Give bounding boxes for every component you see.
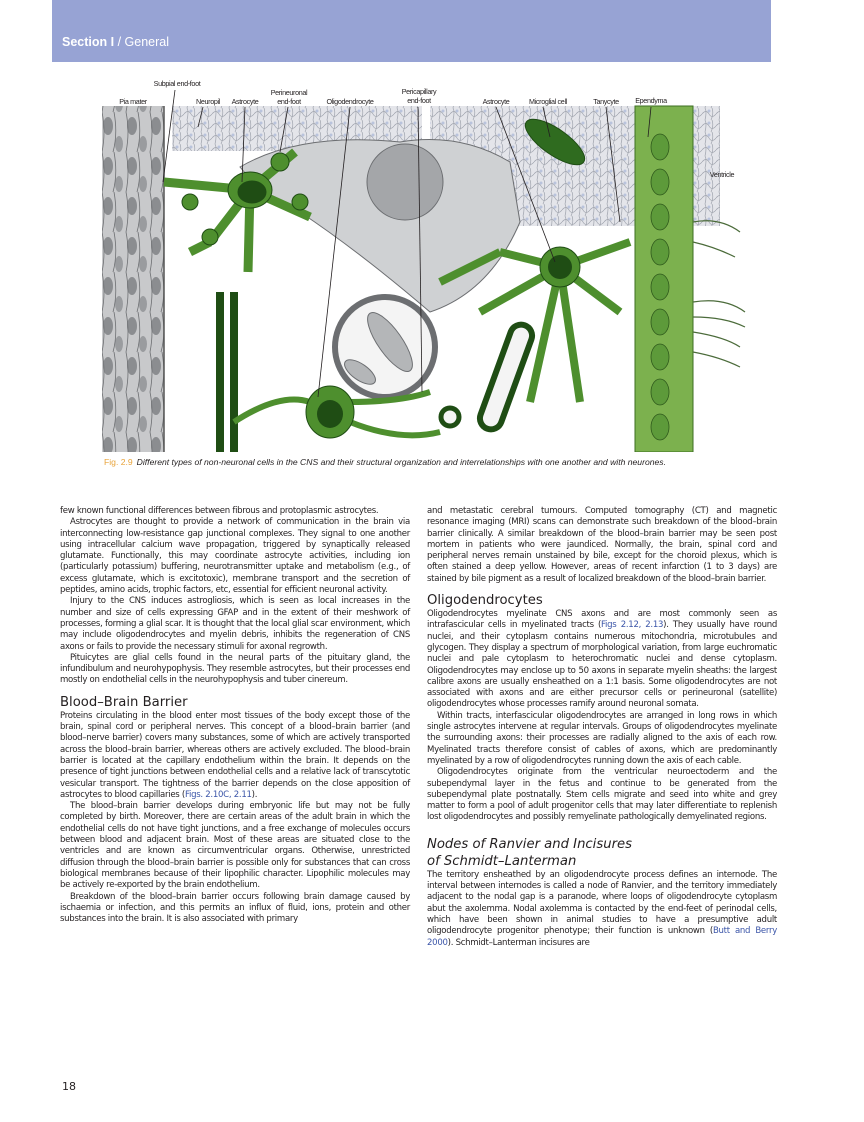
heading-line: Nodes of Ranvier and Incisures xyxy=(427,836,632,852)
section-breadcrumb xyxy=(62,35,169,49)
label-perineuronal-line2: end-foot xyxy=(277,96,301,106)
label-perineuronal-end-foot xyxy=(265,89,313,106)
heading-oligodendrocytes: Oligodendrocytes xyxy=(427,593,543,609)
section-title: General xyxy=(124,35,169,49)
paragraph: Oligodendrocytes originate from the ventricular neuroectoderm and the subependymal layer in the fetus and continue to be generated from the subependymal plate postnatally. Stem cells migrate and seed into white and grey matter to form a pool of adult progenitor cells that may later differentiate to replenish lost oligodendrocytes and possibly remyelinate pathologically demyelinated regions. xyxy=(427,767,777,823)
heading-blood-brain-barrier: Blood–Brain Barrier xyxy=(60,694,188,710)
glial-cells-diagram xyxy=(100,72,760,452)
section-number: Section I xyxy=(62,35,115,49)
label-astrocyte-left: Astrocyte xyxy=(231,97,259,106)
paragraph-text: Oligodendrocytes myelinate CNS axons and are most commonly seen as intrafascicular cells in myelinated tracts ( xyxy=(427,609,777,631)
figure-caption-text: Different types of non-neuronal cells in the CNS and their structural organization and interrelationships with one another and with neurones. xyxy=(136,457,666,467)
section-header-bar xyxy=(52,0,771,62)
label-perineuronal-line1: Perineuronal xyxy=(270,88,308,97)
figure-caption xyxy=(104,457,666,467)
label-pericapillary-end-foot xyxy=(393,88,445,105)
paragraph: Astrocytes are thought to provide a network of communication in the brain via interconnecting low-resistance gap junctional complexes. They signal to one another using intracellular calcium wave propagation, triggered by synaptically released glutamate. Functionally, this may coordinate astrocyte activities, including ion (particularly potassium) buffering, neurotransmitter uptake and metabolism (e.g., of excess glutamate, which is excitotoxic), membrane transport and the secretion of peptides, amino acids, trophic factors, etc, essential for efficient neuronal activity. xyxy=(60,517,410,596)
figure-2-9-illustration xyxy=(100,72,760,452)
paragraph: few known functional differences between fibrous and protoplasmic astrocytes. xyxy=(60,506,379,516)
paragraph-text: ). xyxy=(251,789,258,800)
paragraph xyxy=(427,870,777,949)
label-astrocyte-right: Astrocyte xyxy=(482,97,510,106)
figure-reference-link[interactable]: Figs 2.12, 2.13 xyxy=(601,620,664,631)
label-neuropil: Neuropil xyxy=(196,97,220,106)
label-microglial-cell: Microglial cell xyxy=(529,97,567,106)
ependymal-cilia xyxy=(693,221,745,367)
astrocyte-right-cell xyxy=(440,242,630,402)
right-text-column xyxy=(427,506,777,949)
label-ventricle: Ventricle xyxy=(709,170,735,179)
label-ependyma: Ependyma xyxy=(635,96,667,105)
citation-reference-link[interactable]: Butt and Berry 2000 xyxy=(427,926,777,948)
paragraph: and metastatic cerebral tumours. Computed tomography (CT) and magnetic resonance imaging (MRI) scans can demonstrate such breakdown of the blood–brain barrier clinically. A similar breakdown of the blood–brain barrier may be seen post mortem in patients who were jaundiced. Normally, the brain, spinal cord and peripheral nerves remain unstained by bile, except for the choroid plexus, which is often stained a deep yellow. However, areas of recent infarction (1 to 3 days) are stained by bile pigment as a result of localized breakdown of the blood–brain barrier. xyxy=(427,506,777,584)
paragraph-text: Proteins circulating in the blood enter most tissues of the body except those of the brain, spinal cord or peripheral nerves. This concept of a blood–brain barrier (and blood–nerve barrier) covers many substances, some of which are actively transported across the blood–brain barrier, whereas others are actively excluded. The blood–brain barrier is located at the capillary endothelium within the brain. It depends on the presence of tight junctions between endothelial cells and a relative lack of transcytotic vesicular transport. The tightness of the barrier depends on the close apposition of astrocytes to blood capillaries ( xyxy=(60,710,410,800)
label-oligodendrocyte: Oligodendrocyte xyxy=(326,97,374,106)
paragraph: Within tracts, interfascicular oligodendrocytes are arranged in long rows in which single astrocytes intervene at regular intervals. Groups of oligodendrocytes myelinate the surrounding axons: their processes are radially aligned to the axis of each row. Myelinated tracts therefore consist of cables of axons, which are predominantly myelinated by a row of oligodendrocytes running down the axis of each cable. xyxy=(427,710,777,766)
paragraph-text: The territory ensheathed by an oligodendrocyte process defines an internode. The interval between internodes is called a node of Ranvier, and the territory immediately adjacent to the nodal gap is a paranode, where loops of oligodendrocyte cytoplasm abut the axolemma. Nodal axolemma is contacted by the end-feet of perinodal cells, which have been shown in animal studies to have a presumptive adult oligodendrocyte progenitor phenotype; their function is unknown ( xyxy=(427,869,777,937)
label-subpial-end-foot: Subpial end-foot xyxy=(153,79,201,88)
page-number: 18 xyxy=(62,1080,76,1093)
paragraph: Injury to the CNS induces astrogliosis, which is seen as local increases in the number and size of cells expressing GFAP and in the extent of their meshwork of processes, forming a glial scar. It is thought that the local glial scar environment, which may include oligodendrocytes and myelin debris, inhibits the regeneration of CNS axons or fails to provide the necessary stimuli for axonal regrowth. xyxy=(60,596,410,652)
pia-mater-region xyxy=(102,106,164,452)
label-pericapillary-line2: end-foot xyxy=(407,95,431,105)
paragraph xyxy=(427,609,777,711)
figure-reference-link[interactable]: Figs. 2.10C, 2.11 xyxy=(184,789,252,800)
paragraph: Pituicytes are glial cells found in the neural parts of the pituitary gland, the infundibulum and neurohypophysis. They resemble astrocytes, but their processes end mostly on endothelial cells in the neurohypophysis and tuber cinereum. xyxy=(60,652,410,686)
label-tanycyte: Tanycyte xyxy=(593,97,619,106)
paragraph: Breakdown of the blood–brain barrier occurs following brain damage caused by ischaemia or infection, and this permits an influx of fluid, ions, protein and other substances into the brain. It is also associated with primary xyxy=(60,891,410,925)
heading-line: of Schmidt–Lanterman xyxy=(427,853,577,869)
paragraph-text: ). Schmidt–Lanterman incisures are xyxy=(447,937,590,948)
paragraph-text: ). They usually have round nuclei, and their cytoplasm contains numerous mitochondria, microtubules and glycogen. They display a spectrum of morphological variation, from large euchromatic nuclei and pale cytoplasm to heterochromatic nuclei and dense cytoplasm. Oligodendrocytes may enclose up to 50 axons in separate myelin sheaths: the largest calibre axons are usually ensheathed on a 1:1 basis. Some oligodendrocytes are not associated with axons and are either precursor cells or perineuronal (satellite) oligodendrocytes whose processes ramify around neuronal somata. xyxy=(427,620,777,710)
figure-number: Fig. 2.9 xyxy=(104,457,133,467)
breadcrumb-separator: / xyxy=(114,35,125,49)
label-pericapillary-line1: Pericapillary xyxy=(401,87,437,96)
paragraph xyxy=(60,711,410,801)
label-pia-mater: Pia mater xyxy=(119,97,147,106)
paragraph: The blood–brain barrier develops during embryonic life but may not be fully completed by birth. Moreover, there are certain areas of the adult brain in which the endothelial cells do not have tight junctions, and a free exchange of molecules occurs between blood and adjacent brain. Most of these areas are situated close to the ventricles and are known as circumventricular organs. Otherwise, unrestricted diffusion through the blood–brain barrier is possible only for substances that can cross biological membranes because of their lipophilic character. Lipophilic molecules may be actively re-exported by the brain endothelium. xyxy=(60,801,410,891)
heading-nodes-of-ranvier xyxy=(427,836,777,870)
left-text-column xyxy=(60,506,410,925)
